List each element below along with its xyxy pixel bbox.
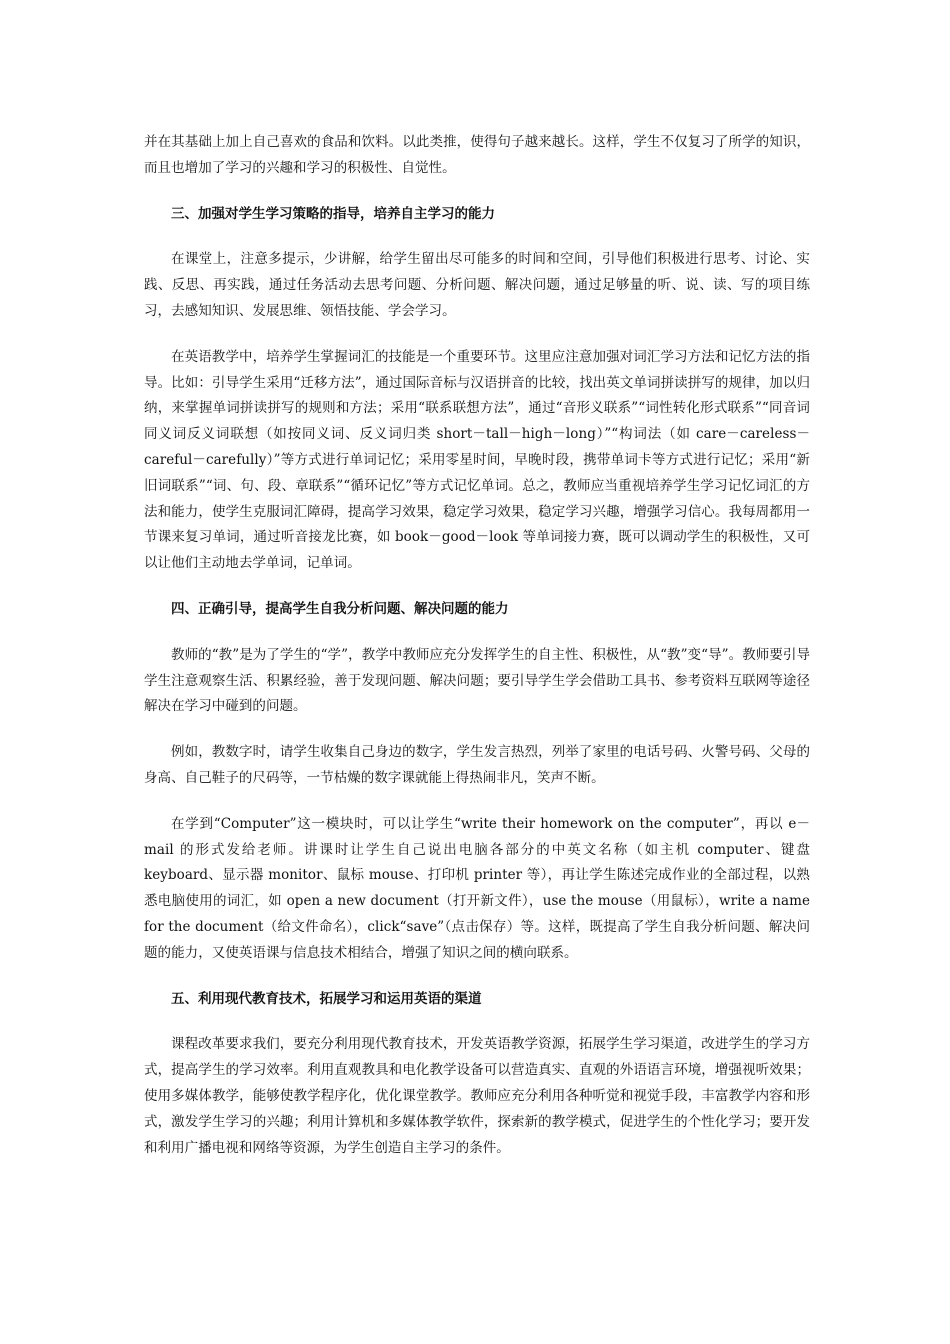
section-heading-4: 四、正确引导，提高学生自我分析问题、解决问题的能力	[171, 600, 509, 617]
paragraph: 教师的“教”是为了学生的“学”，教学中教师应充分发挥学生的自主性、积极性，从“教”变“导”。教师要引导学生注意观察生活、积累经验，善于发现问题、解决问题；要引导学生学会借助工具书、参考资料互联网等途径解决在学习中碰到的问题。	[144, 646, 810, 715]
paragraph-continuation: 并在其基础上加上自己喜欢的食品和饮料。以此类推，使得句子越来越长。这样，学生不仅复习了所学的知识，而且也增加了学习的兴趣和学习的积极性、自觉性。	[144, 134, 810, 176]
paragraph: 在学到“Computer”这一模块时，可以让学生“write their homework on the computer”，再以 e－mail 的形式发给老师。讲课时让学生自己说出电脑各部分的中英文名称（如主机 computer、键盘 keyboard、显示器 monitor、鼠标 mouse、打印机 printer 等），再让学生陈述完成作业的全部过程，以熟悉电脑使用的词汇，如 open a new document（打开新文件），use the mouse（用鼠标），write a name for the document（给文件命名），click“save”（点击保存）等。这样，既提高了学生自我分析问题、解决问题的能力，又使英语课与信息技术相结合，增强了知识之间的横向联系。	[144, 815, 810, 961]
document-page	[144, 130, 810, 1161]
paragraph: 例如，教数字时，请学生收集自己身边的数字，学生发言热烈，列举了家里的电话号码、火警号码、父母的身高、自己鞋子的尺码等，一节枯燥的数字课就能上得热闹非凡，笑声不断。	[144, 744, 810, 786]
section-heading-3: 三、加强对学生学习策略的指导，培养自主学习的能力	[171, 205, 495, 222]
paragraph: 在英语教学中，培养学生掌握词汇的技能是一个重要环节。这里应注意加强对词汇学习方法和记忆方法的指导。比如：引导学生采用“迁移方法”，通过国际音标与汉语拼音的比较，找出英文单词拼读拼写的规律，加以归纳，来掌握单词拼读拼写的规则和方法；采用“联系联想方法”，通过“音形义联系”“词性转化形式联系”“同音词同义词反义词联想（如按同义词、反义词归类 short－tall－high－long）”“构词法（如 care－careless－careful－carefully）”等方式进行单词记忆；采用零星时间，早晚时段，携带单词卡等方式进行记忆；采用“新旧词联系”“词、句、段、章联系”“循环记忆”等方式记忆单词。总之，教师应当重视培养学生学习记忆词汇的方法和能力，使学生克服词汇障碍，提高学习效果，稳定学习效果，稳定学习兴趣，增强学习信心。我每周都用一节课来复习单词，通过听音接龙比赛，如 book－good－look 等单词接力赛，既可以调动学生的积极性，又可以让他们主动地去学单词，记单词。	[144, 348, 810, 572]
paragraph: 课程改革要求我们，要充分利用现代教育技术，开发英语教学资源，拓展学生学习渠道，改进学生的学习方式，提高学生的学习效率。利用直观教具和电化教学设备可以营造真实、直观的外语语言环境，增强视听效果；使用多媒体教学，能够使教学程序化，优化课堂教学。教师应充分利用各种听觉和视觉手段，丰富教学内容和形式，激发学生学习的兴趣；利用计算机和多媒体教学软件，探索新的教学模式，促进学生的个性化学习；要开发和利用广播电视和网络等资源，为学生创造自主学习的条件。	[144, 1036, 810, 1156]
section-heading-5: 五、利用现代教育技术，拓展学习和运用英语的渠道	[171, 990, 482, 1007]
paragraph: 在课堂上，注意多提示，少讲解，给学生留出尽可能多的时间和空间，引导他们积极进行思考、讨论、实践、反思、再实践，通过任务活动去思考问题、分析问题、解决问题，通过足够量的听、说、读、写的项目练习，去感知知识、发展思维、领悟技能、学会学习。	[144, 251, 810, 319]
